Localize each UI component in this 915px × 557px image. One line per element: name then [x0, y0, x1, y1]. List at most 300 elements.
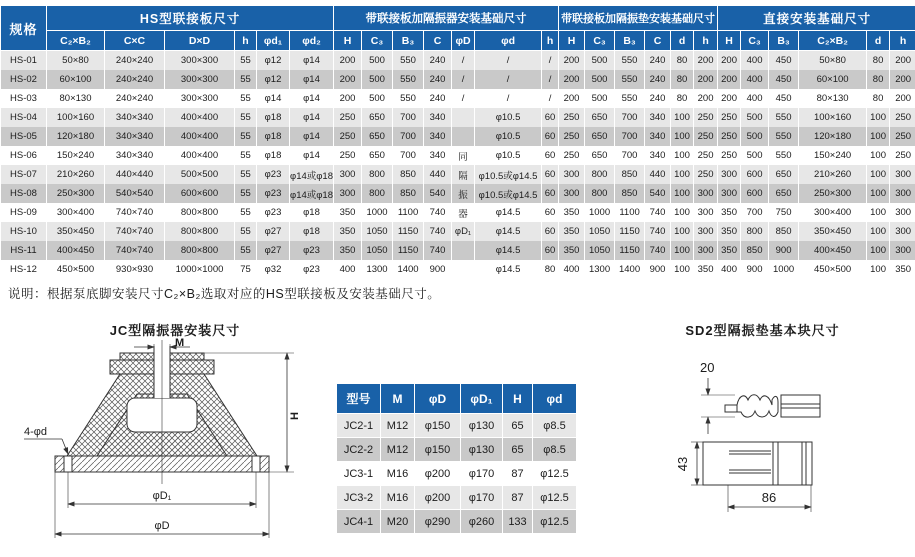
table-cell: 100×160	[799, 108, 867, 127]
table-cell: 100	[671, 184, 694, 203]
jc-isolator-drawing	[22, 336, 322, 554]
table-cell: 65	[503, 414, 533, 438]
table-cell: 200	[694, 51, 718, 71]
table-cell: 55	[235, 51, 257, 71]
row-model-cell: JC2-2	[337, 438, 381, 462]
table-cell: 300×400	[47, 203, 105, 222]
table-cell: 300	[890, 241, 915, 260]
table-cell: 300×400	[799, 203, 867, 222]
table-cell: 100	[867, 222, 890, 241]
table-cell: 100	[671, 203, 694, 222]
sd2-dim-height: 43	[675, 456, 690, 472]
table-cell: 800	[741, 222, 769, 241]
table-cell: 200	[718, 70, 741, 89]
row-spec-cell: HS-02	[1, 70, 47, 89]
table-cell: 1300	[362, 260, 393, 279]
table-cell: 87	[503, 462, 533, 486]
table-cell: 650	[585, 127, 615, 146]
column-header: D×D	[165, 31, 235, 51]
column-header: C₃	[362, 31, 393, 51]
column-header: C₂×B₂	[47, 31, 105, 51]
table-cell: 500	[741, 127, 769, 146]
table-cell: φ8.5	[533, 438, 577, 462]
table-cell: 600	[741, 165, 769, 184]
table-cell: 50×80	[799, 51, 867, 71]
table-row	[1, 70, 915, 89]
table-cell: φ14	[290, 127, 334, 146]
table-cell: φ12.5	[533, 510, 577, 534]
table-cell: φ150	[415, 438, 461, 462]
table-row	[1, 241, 915, 260]
table-cell: φ10.5	[475, 127, 542, 146]
table-cell: 340×340	[105, 108, 165, 127]
table-cell	[452, 127, 475, 146]
column-header: φD	[415, 384, 461, 414]
table-cell: 650	[769, 184, 799, 203]
table-cell: 650	[362, 146, 393, 165]
table-cell: 350	[559, 241, 585, 260]
table-cell: 740	[645, 222, 671, 241]
table-cell: 100	[867, 203, 890, 222]
table-cell: 800×800	[165, 222, 235, 241]
table-cell: 500	[741, 146, 769, 165]
table-cell: φ14.5	[475, 203, 542, 222]
table-cell: 150×240	[799, 146, 867, 165]
table-cell: 200	[694, 70, 718, 89]
table-row	[337, 414, 577, 438]
table-cell: 1300	[585, 260, 615, 279]
table-cell	[452, 108, 475, 127]
table-cell: 500	[585, 70, 615, 89]
table-cell: /	[475, 89, 542, 108]
table-cell: M12	[381, 438, 415, 462]
table-cell: 250	[694, 108, 718, 127]
table-cell: φ32	[257, 260, 290, 279]
table-cell: φ23	[257, 165, 290, 184]
table-cell: 1050	[585, 222, 615, 241]
table-cell: φ27	[257, 222, 290, 241]
table-cell: 550	[769, 146, 799, 165]
table-cell: 450×500	[799, 260, 867, 279]
table-cell: 850	[615, 165, 645, 184]
row-spec-cell: HS-05	[1, 127, 47, 146]
column-header: B₃	[393, 31, 424, 51]
table-cell: 250	[890, 127, 915, 146]
table-cell	[452, 260, 475, 279]
table-cell: φ18	[290, 222, 334, 241]
table-row	[1, 127, 915, 146]
table-cell: 55	[235, 241, 257, 260]
table-cell: 隔	[452, 165, 475, 184]
table-row	[1, 165, 915, 184]
table-cell: /	[475, 70, 542, 89]
table-cell: 80×130	[47, 89, 105, 108]
table-cell: 240×240	[105, 51, 165, 71]
table-cell: M16	[381, 462, 415, 486]
table-cell: 700	[615, 127, 645, 146]
table-cell: 850	[615, 184, 645, 203]
table-cell: φ200	[415, 462, 461, 486]
table-cell: φ18	[257, 146, 290, 165]
column-header: d	[867, 31, 890, 51]
table-cell: 400×450	[799, 241, 867, 260]
table-cell: 700	[741, 203, 769, 222]
table-cell: 400	[741, 51, 769, 71]
table-cell: 600	[741, 184, 769, 203]
table-cell: 540	[424, 184, 452, 203]
column-group-header: 直接安装基础尺寸	[718, 6, 915, 31]
table-cell: 800	[362, 184, 393, 203]
table-cell: 250	[694, 146, 718, 165]
table-cell: 300	[334, 184, 362, 203]
table-cell: 650	[585, 108, 615, 127]
table-cell: 器	[452, 203, 475, 222]
table-cell: φ12.5	[533, 462, 577, 486]
table-cell: M16	[381, 486, 415, 510]
sd2-pad-geometry	[691, 378, 820, 512]
table-cell: 740	[645, 203, 671, 222]
table-cell: 80	[542, 260, 559, 279]
table-cell: 80	[867, 51, 890, 71]
table-cell: 550	[393, 70, 424, 89]
table-cell: φ18	[257, 127, 290, 146]
jc-dim-label-phi-d: φD	[154, 520, 170, 532]
table-cell: 250×300	[799, 184, 867, 203]
table-cell: φ10.5或φ14.5	[475, 165, 542, 184]
sd2-dim-width: 86	[761, 490, 777, 505]
table-cell: 100	[867, 127, 890, 146]
table-cell: 400	[718, 260, 741, 279]
jc-dim-label-bolt: 4-φd	[24, 426, 48, 438]
corner-header: 规格	[1, 6, 47, 51]
table-cell: 500	[362, 70, 393, 89]
table-cell: 300	[694, 203, 718, 222]
row-spec-cell: HS-08	[1, 184, 47, 203]
table-cell: 500	[741, 108, 769, 127]
table-cell: 340	[424, 146, 452, 165]
table-cell: 440×440	[105, 165, 165, 184]
table-cell: 100	[867, 260, 890, 279]
table-cell: 250	[890, 108, 915, 127]
table-cell: 800×800	[165, 203, 235, 222]
table-cell: 120×180	[799, 127, 867, 146]
table-cell: 210×260	[799, 165, 867, 184]
table-cell: φ170	[461, 486, 503, 510]
table-cell: 300×300	[165, 51, 235, 71]
table-cell: 440	[645, 165, 671, 184]
header-row	[337, 384, 577, 414]
table-cell: φ10.5	[475, 108, 542, 127]
table-cell: 700	[393, 127, 424, 146]
table-cell: 250	[694, 165, 718, 184]
note-text: 说明：根据泵底脚安装尺寸C₂×B₂选取对应的HS型联接板及安装基础尺寸。	[8, 287, 441, 301]
table-cell: 300	[890, 222, 915, 241]
table-row	[1, 89, 915, 108]
table-cell: φ14	[290, 146, 334, 165]
table-cell: 350	[559, 203, 585, 222]
jc-section-title: JC型隔振器安装尺寸	[109, 323, 241, 338]
table-cell: 350	[559, 222, 585, 241]
table-row	[1, 108, 915, 127]
table-cell: 1400	[615, 260, 645, 279]
table-cell: 300	[334, 165, 362, 184]
table-cell: 540	[645, 184, 671, 203]
table-cell: 500	[585, 89, 615, 108]
table-cell: 500×500	[165, 165, 235, 184]
row-spec-cell: HS-12	[1, 260, 47, 279]
row-spec-cell: HS-04	[1, 108, 47, 127]
column-header: H	[503, 384, 533, 414]
table-cell	[452, 241, 475, 260]
table-cell: 1000	[585, 203, 615, 222]
table-cell: 740×740	[105, 222, 165, 241]
table-cell: 250	[694, 127, 718, 146]
sd2-pad-drawing	[645, 350, 870, 550]
table-cell: 650	[362, 127, 393, 146]
table-cell: 550	[615, 89, 645, 108]
column-header: h	[694, 31, 718, 51]
table-cell: 250	[334, 108, 362, 127]
column-header: B₃	[769, 31, 799, 51]
table-cell: 700	[615, 108, 645, 127]
table-cell: 55	[235, 108, 257, 127]
table-cell: 450	[769, 89, 799, 108]
table-cell: 350×450	[47, 222, 105, 241]
table-cell: 200	[718, 89, 741, 108]
column-header: H	[559, 31, 585, 51]
table-cell: 300	[890, 184, 915, 203]
table-cell: 400×450	[47, 241, 105, 260]
table-cell: φ170	[461, 462, 503, 486]
table-cell: 350	[334, 222, 362, 241]
table-cell: 800	[362, 165, 393, 184]
table-row	[1, 146, 915, 165]
table-cell: 650	[585, 146, 615, 165]
table-cell: 740×740	[105, 241, 165, 260]
table-cell: 350	[718, 222, 741, 241]
table-cell: 210×260	[47, 165, 105, 184]
table-cell: 740	[424, 222, 452, 241]
table-cell: /	[475, 51, 542, 71]
table-cell: 740×740	[105, 203, 165, 222]
table-cell: 60	[542, 203, 559, 222]
table-cell: 350	[890, 260, 915, 279]
table-cell: φ130	[461, 438, 503, 462]
table-cell: 440	[424, 165, 452, 184]
column-group-header: HS型联接板尺寸	[47, 6, 334, 31]
table-cell: 80	[671, 51, 694, 71]
table-cell: 500	[585, 51, 615, 71]
table-cell: 200	[694, 89, 718, 108]
table-cell: 200	[559, 89, 585, 108]
table-cell: φ130	[461, 414, 503, 438]
table-cell: 振	[452, 184, 475, 203]
table-cell: φ8.5	[533, 414, 577, 438]
table-cell: 340	[645, 127, 671, 146]
table-cell: /	[542, 89, 559, 108]
table-cell: 100×160	[47, 108, 105, 127]
table-cell: 700	[393, 108, 424, 127]
table-cell: 250	[559, 108, 585, 127]
table-cell: φ200	[415, 486, 461, 510]
table-cell: 1100	[393, 203, 424, 222]
table-cell: 400×400	[165, 146, 235, 165]
jc-dim-table	[336, 383, 577, 534]
table-cell: 55	[235, 89, 257, 108]
table-row	[1, 222, 915, 241]
table-cell: 250	[559, 127, 585, 146]
column-group-header: 带联接板加隔振器安装基础尺寸	[334, 6, 559, 31]
table-cell: 1050	[362, 222, 393, 241]
column-header: C	[424, 31, 452, 51]
table-cell: 300×300	[165, 89, 235, 108]
table-cell: φ27	[257, 241, 290, 260]
table-cell: M20	[381, 510, 415, 534]
table-cell: 1000×1000	[165, 260, 235, 279]
table-cell: 200	[334, 70, 362, 89]
table-cell: 400×400	[165, 127, 235, 146]
table-cell: 同	[452, 146, 475, 165]
table-cell: 1150	[615, 222, 645, 241]
table-cell: 1000	[769, 260, 799, 279]
table-cell: /	[452, 89, 475, 108]
table-cell: 100	[671, 127, 694, 146]
column-header: h	[542, 31, 559, 51]
table-cell: φ23	[257, 203, 290, 222]
table-cell: 100	[867, 241, 890, 260]
table-cell: 300	[559, 165, 585, 184]
table-cell: φ23	[257, 184, 290, 203]
column-header: 型号	[337, 384, 381, 414]
table-cell: φ10.5或φ14.5	[475, 184, 542, 203]
table-cell: 650	[362, 108, 393, 127]
column-header: φD	[452, 31, 475, 51]
table-cell: 240	[424, 51, 452, 71]
table-cell: φ14.5	[475, 222, 542, 241]
table-cell: 900	[741, 260, 769, 279]
table-cell: 1150	[393, 241, 424, 260]
table-cell: /	[452, 51, 475, 71]
table-row	[337, 510, 577, 534]
table-cell: 500	[362, 51, 393, 71]
table-cell: 300	[694, 184, 718, 203]
table-cell: 100	[867, 165, 890, 184]
table-cell: /	[452, 70, 475, 89]
table-cell: 100	[671, 108, 694, 127]
table-cell: φ14或φ18	[290, 165, 334, 184]
column-header: C₂×B₂	[799, 31, 867, 51]
table-cell: 60	[542, 222, 559, 241]
table-cell: 300	[694, 241, 718, 260]
table-cell: 350×450	[799, 222, 867, 241]
table-cell: 550	[615, 70, 645, 89]
table-cell: 80	[867, 70, 890, 89]
row-spec-cell: HS-06	[1, 146, 47, 165]
table-cell: /	[542, 70, 559, 89]
table-cell: 300	[718, 165, 741, 184]
table-cell: 250	[890, 146, 915, 165]
table-cell: 350	[718, 241, 741, 260]
table-cell: 700	[393, 146, 424, 165]
column-group-header: 带联接板加隔振垫安装基础尺寸	[559, 6, 718, 31]
table-cell: 930×930	[105, 260, 165, 279]
table-cell: 740	[645, 241, 671, 260]
table-cell: 240	[645, 70, 671, 89]
column-header: φd	[533, 384, 577, 414]
table-cell: 300×300	[165, 70, 235, 89]
table-cell: 100	[671, 241, 694, 260]
table-cell: φ290	[415, 510, 461, 534]
column-header: φd₂	[290, 31, 334, 51]
table-cell: 650	[769, 165, 799, 184]
hs-spec-table	[0, 5, 915, 279]
table-cell: 340	[645, 146, 671, 165]
table-cell: 850	[393, 184, 424, 203]
table-cell: 900	[424, 260, 452, 279]
table-cell: 240×240	[105, 89, 165, 108]
table-cell: 55	[235, 146, 257, 165]
table-cell: φ14	[257, 89, 290, 108]
column-header: φd₁	[257, 31, 290, 51]
table-cell: 55	[235, 165, 257, 184]
row-model-cell: JC3-1	[337, 462, 381, 486]
table-cell: 800	[585, 165, 615, 184]
table-cell: 1100	[615, 203, 645, 222]
table-cell: 60	[542, 146, 559, 165]
table-cell: φD₁	[452, 222, 475, 241]
table-row	[337, 462, 577, 486]
table-cell: 60	[542, 127, 559, 146]
table-cell: 340×340	[105, 127, 165, 146]
column-header: B₃	[615, 31, 645, 51]
table-cell: 850	[769, 222, 799, 241]
table-cell: 55	[235, 203, 257, 222]
table-cell: 300	[559, 184, 585, 203]
table-cell: 200	[334, 51, 362, 71]
table-cell: φ12	[257, 70, 290, 89]
table-cell: 200	[559, 70, 585, 89]
table-cell: φ14	[290, 51, 334, 71]
table-cell: 300	[718, 184, 741, 203]
table-cell: 55	[235, 222, 257, 241]
table-cell: 200	[890, 51, 915, 71]
table-cell: 100	[671, 165, 694, 184]
table-cell: φ260	[461, 510, 503, 534]
table-cell: 450	[769, 70, 799, 89]
table-cell: 200	[334, 89, 362, 108]
table-cell: 450×500	[47, 260, 105, 279]
table-cell: 740	[424, 203, 452, 222]
table-cell: φ23	[290, 260, 334, 279]
table-cell: 133	[503, 510, 533, 534]
table-cell: 1050	[585, 241, 615, 260]
column-header: φd	[475, 31, 542, 51]
table-cell: 400	[741, 70, 769, 89]
table-cell: φ10.5	[475, 146, 542, 165]
table-row	[1, 51, 915, 71]
table-cell: 240×240	[105, 70, 165, 89]
table-cell: 55	[235, 127, 257, 146]
table-cell: 550	[393, 89, 424, 108]
table-cell: 250	[334, 127, 362, 146]
table-cell: 60×100	[799, 70, 867, 89]
table-cell: 550	[769, 127, 799, 146]
table-cell: 250	[559, 146, 585, 165]
table-cell: φ14.5	[475, 241, 542, 260]
column-header: C₃	[585, 31, 615, 51]
table-cell: 400	[741, 89, 769, 108]
table-cell: 250	[718, 127, 741, 146]
